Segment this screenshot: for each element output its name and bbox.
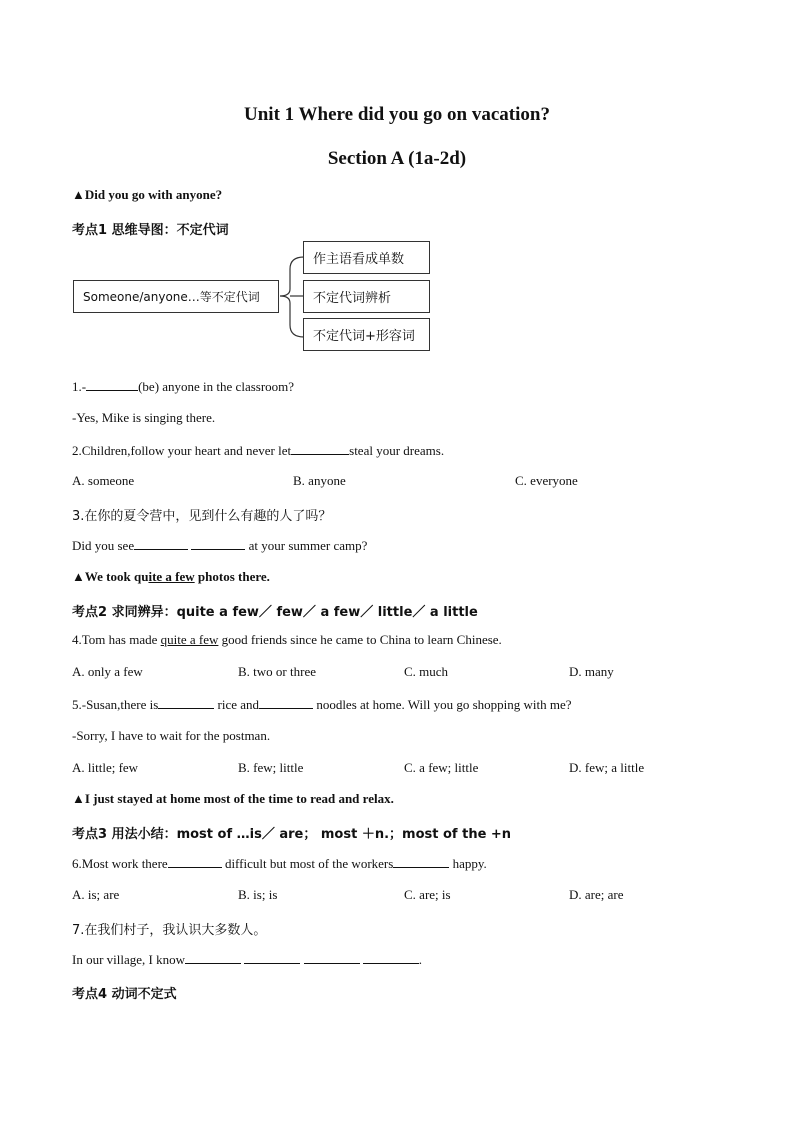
answer-blank[interactable] <box>191 537 245 550</box>
key-sentence-3: ▲I just stayed at home most of the time to read and relax. <box>72 791 394 806</box>
question-3-prefix: Did you see <box>72 538 135 553</box>
answer-blank[interactable] <box>259 696 313 709</box>
question-7-end: . <box>418 952 423 967</box>
answer-blank[interactable] <box>86 378 138 391</box>
key-sentence-2 <box>72 569 270 585</box>
question-2-text: steal your dreams. <box>349 443 445 458</box>
answer-blank[interactable] <box>168 855 222 868</box>
answer-blank[interactable] <box>244 951 300 964</box>
question-5 <box>72 696 572 713</box>
point-1-heading: 考点1 思维导图：不定代词 <box>72 223 229 238</box>
option-c[interactable]: C. are; is <box>404 887 451 902</box>
answer-blank[interactable] <box>291 442 349 455</box>
key-sentence-1: ▲Did you go with anyone? <box>72 187 223 202</box>
key-sentence-2-underlined: ite a few <box>148 569 195 584</box>
option-a[interactable]: A. someone <box>72 473 135 488</box>
option-a[interactable]: A. little; few <box>72 760 139 775</box>
mind-map-branch-1: 作主语看成单数 <box>303 241 430 274</box>
key-sentence-2-end: photos there. <box>194 569 270 584</box>
mind-map-branch-3: 不定代词+形容词 <box>303 318 430 351</box>
question-7-chinese: 7.在我们村子，我认识大多数人。 <box>72 923 267 938</box>
question-4-underlined: quite a few <box>160 632 219 647</box>
question-7-prefix: In our village, I know <box>72 952 186 967</box>
question-6-text: happy. <box>449 856 487 871</box>
question-4-prefix: 4.Tom has made <box>72 632 161 647</box>
question-1-prefix: 1.- <box>72 379 87 394</box>
option-b[interactable]: B. two or three <box>238 664 316 679</box>
option-b[interactable]: B. anyone <box>293 473 346 488</box>
question-3 <box>72 537 367 554</box>
point-2-heading: 考点2 求同辨异：quite a few／ few／ a few／ little／ a little <box>72 605 478 620</box>
option-b[interactable]: B. is; is <box>238 887 278 902</box>
unit-title: Unit 1 Where did you go on vacation? <box>244 104 550 125</box>
key-sentence-2-start: ▲We took qu <box>72 569 149 584</box>
question-5-reply: -Sorry, I have to wait for the postman. <box>72 728 271 743</box>
answer-blank[interactable] <box>134 537 188 550</box>
question-1 <box>72 378 294 395</box>
option-b[interactable]: B. few; little <box>238 760 304 775</box>
question-6 <box>72 855 487 872</box>
answer-blank[interactable] <box>158 696 214 709</box>
question-1-reply: -Yes, Mike is singing there. <box>72 410 216 425</box>
question-4 <box>72 632 502 648</box>
question-6-middle: difficult but most of the workers <box>221 856 394 871</box>
mind-map-branch-2: 不定代词辨析 <box>303 280 430 313</box>
answer-blank[interactable] <box>304 951 360 964</box>
question-3-chinese: 3.在你的夏令营中，见到什么有趣的人了吗？ <box>72 509 332 524</box>
option-c[interactable]: C. much <box>404 664 449 679</box>
question-1-text: (be) anyone in the classroom? <box>138 379 295 394</box>
answer-blank[interactable] <box>393 855 449 868</box>
section-title: Section A (1a-2d) <box>327 148 467 169</box>
option-d[interactable]: D. many <box>569 664 614 679</box>
option-c[interactable]: C. everyone <box>515 473 578 488</box>
option-c[interactable]: C. a few; little <box>404 760 479 775</box>
question-7 <box>72 951 422 968</box>
question-3-text: at your summer camp? <box>245 538 368 553</box>
option-d[interactable]: D. are; are <box>569 887 624 902</box>
point-3-heading: 考点3 用法小结：most of …is／ are； most ＋n.；most of the +n <box>72 827 512 842</box>
point-4-heading: 考点4 动词不定式 <box>72 987 177 1002</box>
answer-blank[interactable] <box>185 951 241 964</box>
question-5-middle: rice and <box>214 697 260 712</box>
question-4-text: good friends since he came to China to learn Chinese. <box>218 632 502 647</box>
question-2 <box>72 442 444 459</box>
option-a[interactable]: A. is; are <box>72 887 120 902</box>
mind-map-root: Someone/anyone…等不定代词 <box>73 280 279 313</box>
option-a[interactable]: A. only a few <box>72 664 143 679</box>
question-6-prefix: 6.Most work there <box>72 856 168 871</box>
question-5-text: noodles at home. Will you go shopping with me? <box>313 697 572 712</box>
mind-map-bracket <box>278 255 306 339</box>
answer-blank[interactable] <box>363 951 419 964</box>
question-5-prefix: 5.-Susan,there is <box>72 697 159 712</box>
option-d[interactable]: D. few; a little <box>569 760 645 775</box>
question-2-prefix: 2.Children,follow your heart and never let <box>72 443 292 458</box>
